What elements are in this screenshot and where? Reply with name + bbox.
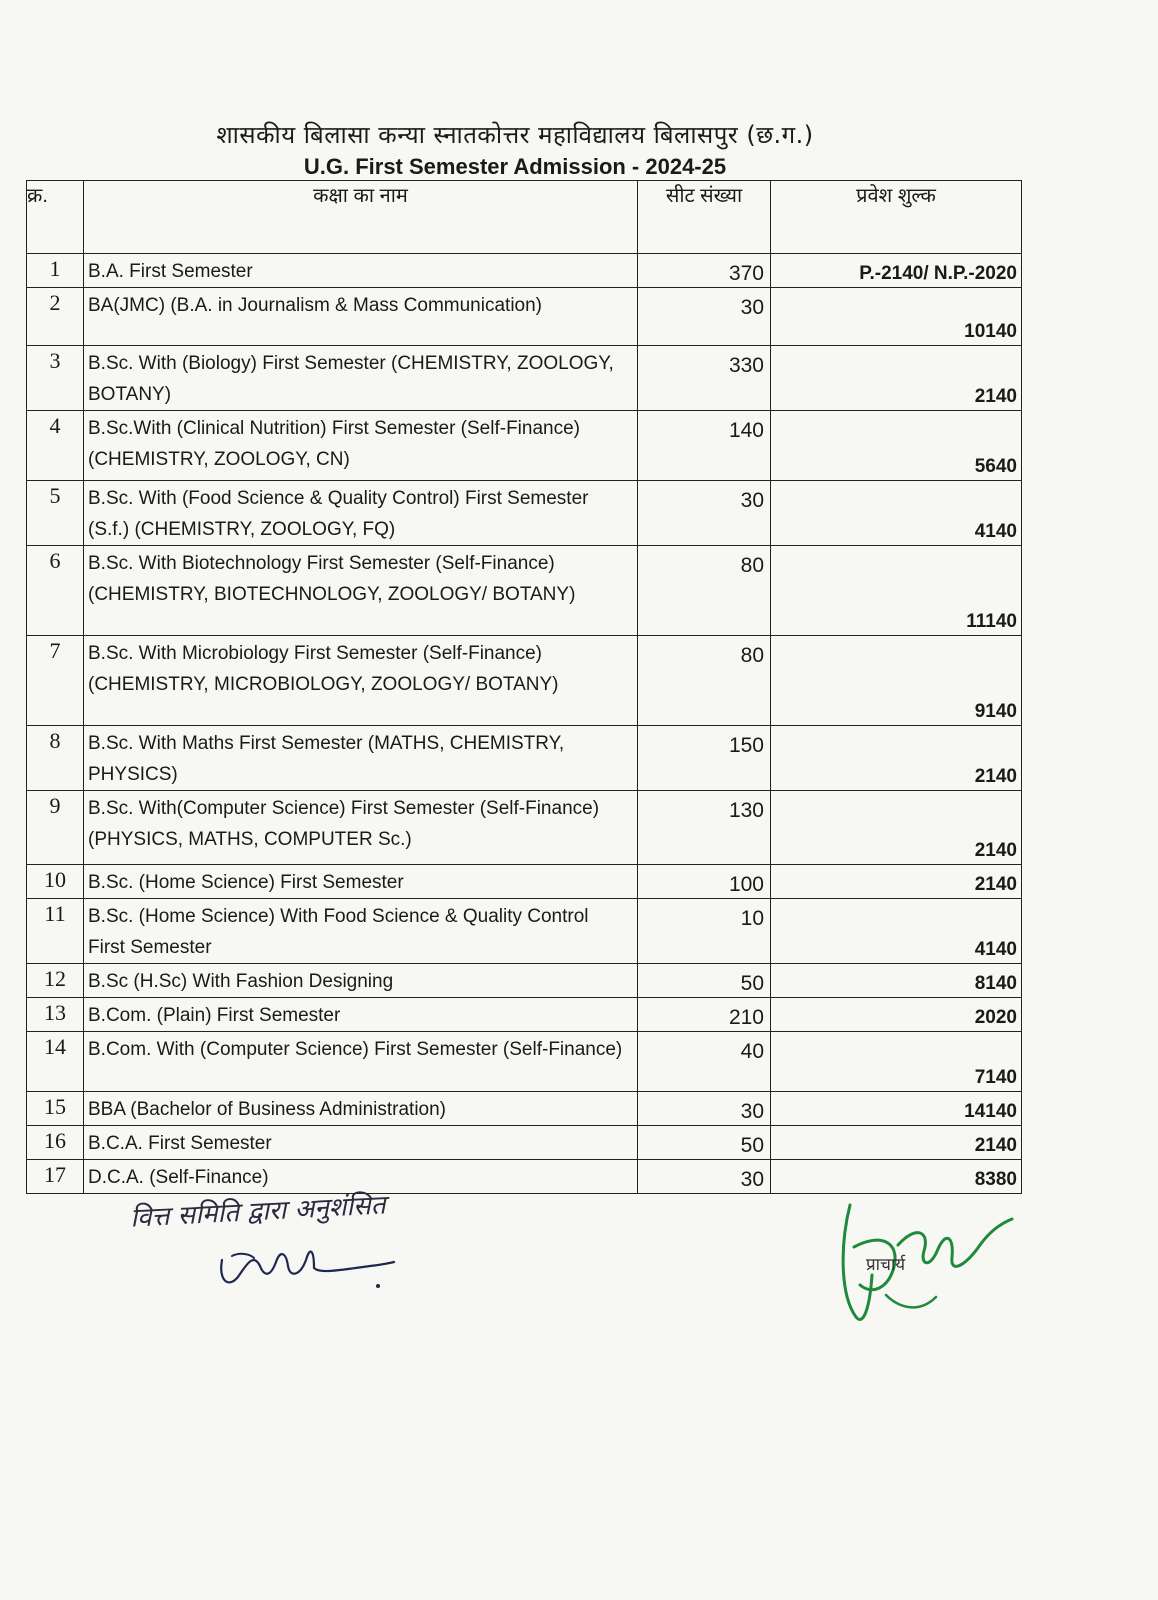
row-fee: 4140 (771, 481, 1022, 546)
row-fee: 8380 (771, 1160, 1022, 1194)
table-row (27, 288, 1022, 346)
principal-signature (820, 1185, 1020, 1335)
row-class-name: B.Sc. With(Computer Science) First Semester (Self-Finance) (PHYSICS, MATHS, COMPUTER Sc.) (84, 791, 638, 865)
row-seats: 130 (638, 791, 771, 865)
row-fee: 2140 (771, 346, 1022, 411)
row-serial: 9 (27, 791, 84, 865)
table-row (27, 791, 1022, 865)
row-seats: 30 (638, 481, 771, 546)
row-seats: 30 (638, 1092, 771, 1126)
row-serial: 7 (27, 636, 84, 726)
row-seats: 330 (638, 346, 771, 411)
row-class-name: B.Sc. With Maths First Semester (MATHS, CHEMISTRY, PHYSICS) (84, 726, 638, 791)
row-class-name: B.Sc. With (Food Science & Quality Control) First Semester (S.f.) (CHEMISTRY, ZOOLOGY, FQ) (84, 481, 638, 546)
row-fee: P.-2140/ N.P.-2020 (771, 254, 1022, 288)
table-row (27, 1126, 1022, 1160)
table-row (27, 546, 1022, 636)
row-serial: 12 (27, 964, 84, 998)
row-seats: 80 (638, 546, 771, 636)
row-class-name: BBA (Bachelor of Business Administration) (84, 1092, 638, 1126)
row-serial: 1 (27, 254, 84, 288)
column-header-seats: सीट संख्या (638, 181, 771, 254)
row-serial: 11 (27, 899, 84, 964)
row-seats: 150 (638, 726, 771, 791)
row-serial: 6 (27, 546, 84, 636)
row-seats: 30 (638, 1160, 771, 1194)
table-row (27, 865, 1022, 899)
row-fee: 2140 (771, 791, 1022, 865)
row-class-name: B.Sc. With Biotechnology First Semester (Self-Finance) (CHEMISTRY, BIOTECHNOLOGY, ZOOLOGY/ BOTANY) (84, 546, 638, 636)
row-fee: 2140 (771, 726, 1022, 791)
row-fee: 14140 (771, 1092, 1022, 1126)
column-header-serial: क्र. (27, 181, 84, 254)
handwritten-remark: वित्त समिति द्वारा अनुशंसित (129, 1190, 387, 1234)
row-fee: 9140 (771, 636, 1022, 726)
row-seats: 50 (638, 964, 771, 998)
table-row (27, 254, 1022, 288)
row-serial: 16 (27, 1126, 84, 1160)
row-seats: 10 (638, 899, 771, 964)
table-row (27, 726, 1022, 791)
table-row (27, 481, 1022, 546)
row-serial: 17 (27, 1160, 84, 1194)
row-serial: 8 (27, 726, 84, 791)
row-class-name: B.Sc. With (Biology) First Semester (CHEMISTRY, ZOOLOGY, BOTANY) (84, 346, 638, 411)
table-row (27, 636, 1022, 726)
row-serial: 13 (27, 998, 84, 1032)
row-fee: 2140 (771, 1126, 1022, 1160)
row-seats: 370 (638, 254, 771, 288)
row-fee: 4140 (771, 899, 1022, 964)
row-serial: 3 (27, 346, 84, 411)
row-fee: 2020 (771, 998, 1022, 1032)
row-fee: 8140 (771, 964, 1022, 998)
row-fee: 5640 (771, 411, 1022, 481)
row-class-name: B.C.A. First Semester (84, 1126, 638, 1160)
row-serial: 2 (27, 288, 84, 346)
table-row (27, 998, 1022, 1032)
row-seats: 50 (638, 1126, 771, 1160)
row-serial: 10 (27, 865, 84, 899)
row-fee: 2140 (771, 865, 1022, 899)
table-row (27, 1032, 1022, 1092)
admission-table (26, 180, 1022, 1194)
column-header-class-name: कक्षा का नाम (84, 181, 638, 254)
row-seats: 140 (638, 411, 771, 481)
row-class-name: B.Com. (Plain) First Semester (84, 998, 638, 1032)
table-row (27, 964, 1022, 998)
principal-stamp-text: प्राचार्य (866, 1255, 906, 1275)
row-class-name: D.C.A. (Self-Finance) (84, 1160, 638, 1194)
row-seats: 100 (638, 865, 771, 899)
row-serial: 5 (27, 481, 84, 546)
row-fee: 10140 (771, 288, 1022, 346)
row-serial: 4 (27, 411, 84, 481)
row-class-name: B.A. First Semester (84, 254, 638, 288)
row-seats: 210 (638, 998, 771, 1032)
row-serial: 15 (27, 1092, 84, 1126)
row-class-name: B.Com. With (Computer Science) First Semester (Self-Finance) (84, 1032, 638, 1092)
column-header-fee: प्रवेश शुल्क (771, 181, 1022, 254)
table-row (27, 411, 1022, 481)
table-header-row (27, 181, 1022, 254)
table-row (27, 1092, 1022, 1126)
row-class-name: B.Sc. (Home Science) First Semester (84, 865, 638, 899)
row-seats: 30 (638, 288, 771, 346)
row-fee: 7140 (771, 1032, 1022, 1092)
row-seats: 40 (638, 1032, 771, 1092)
table-row (27, 899, 1022, 964)
row-serial: 14 (27, 1032, 84, 1092)
institution-title: शासकीय बिलासा कन्या स्नातकोत्तर महाविद्यालय बिलासपुर (छ.ग.) (216, 121, 814, 149)
row-seats: 80 (638, 636, 771, 726)
row-class-name: B.Sc. (Home Science) With Food Science & Quality Control First Semester (84, 899, 638, 964)
row-class-name: B.Sc.With (Clinical Nutrition) First Semester (Self-Finance) (CHEMISTRY, ZOOLOGY, CN) (84, 411, 638, 481)
admission-subtitle: U.G. First Semester Admission - 2024-25 (303, 154, 727, 179)
table-row (27, 346, 1022, 411)
row-class-name: BA(JMC) (B.A. in Journalism & Mass Communication) (84, 288, 638, 346)
committee-signature (210, 1232, 410, 1302)
row-class-name: B.Sc. With Microbiology First Semester (Self-Finance) (CHEMISTRY, MICROBIOLOGY, ZOOLOGY/ BOTANY) (84, 636, 638, 726)
row-fee: 11140 (771, 546, 1022, 636)
row-class-name: B.Sc (H.Sc) With Fashion Designing (84, 964, 638, 998)
